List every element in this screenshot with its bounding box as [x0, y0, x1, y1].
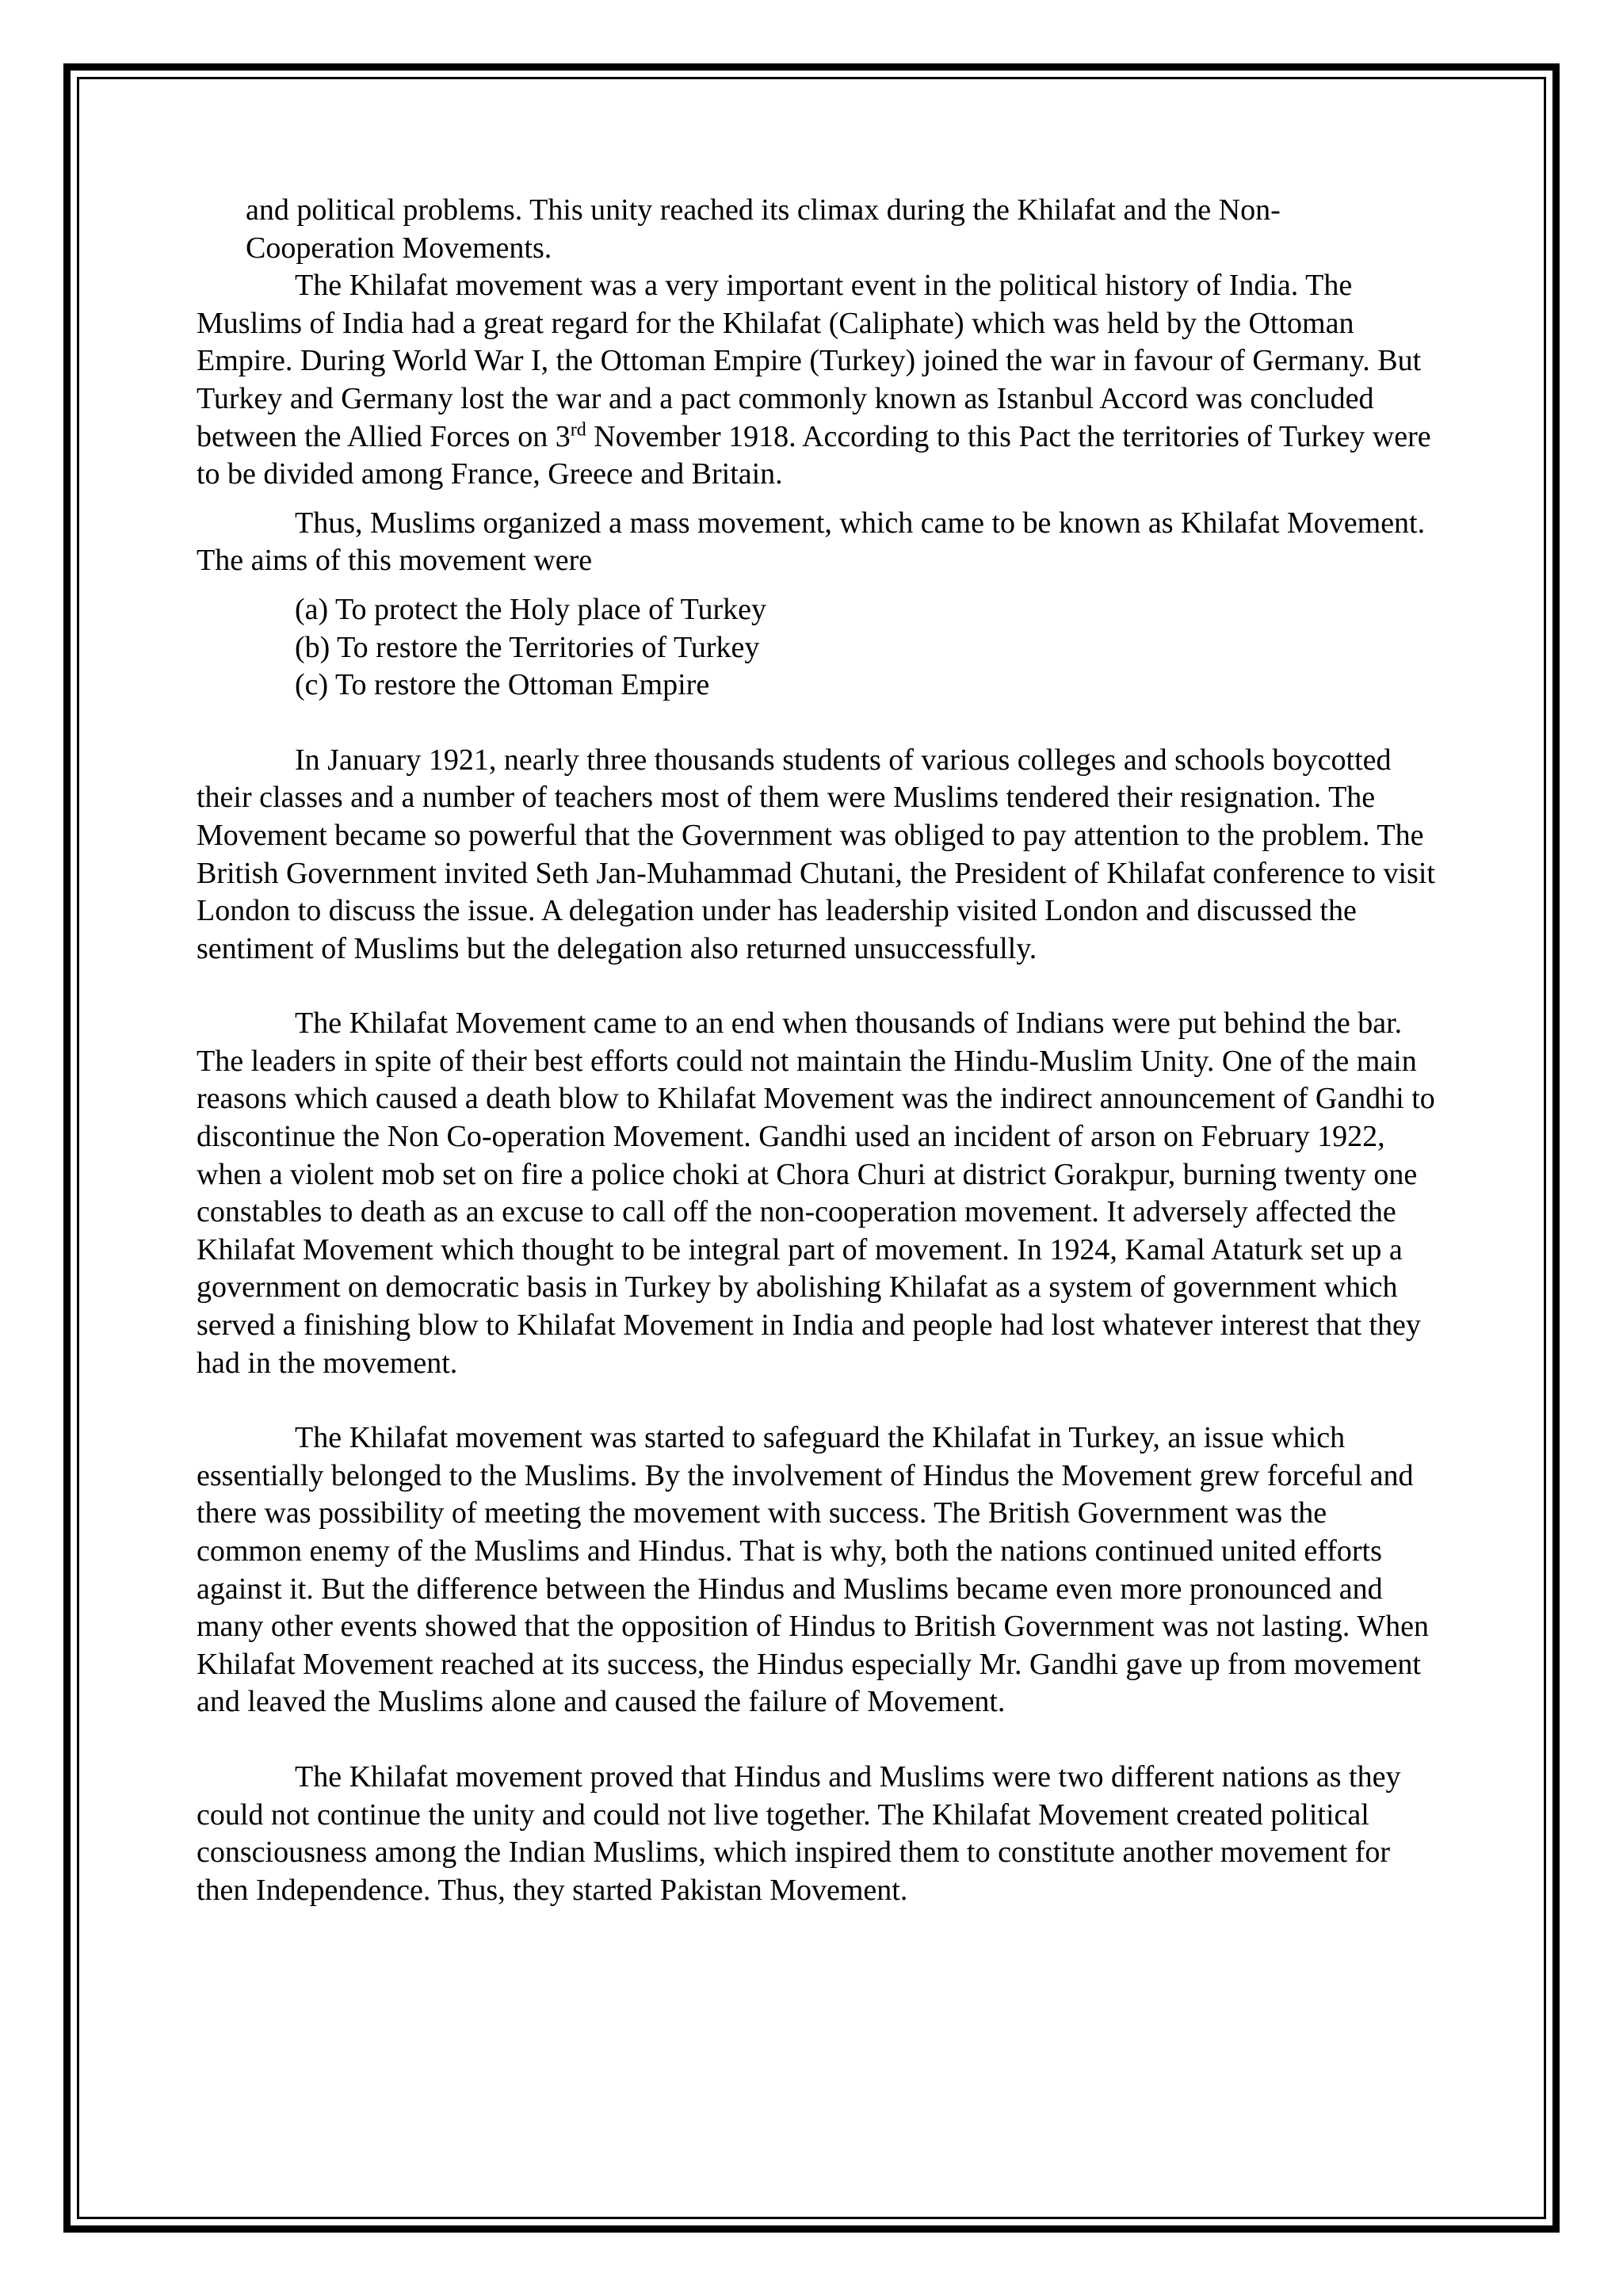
paragraph-3: In January 1921, nearly three thousands students of various colleges and schools boycotted their classes and a number of teachers most of them were Muslims tendered their resignation. The Movement became so powerful that the Government was obliged to pay attention to the problem. The British Government invited Seth Jan-Muhammad Chutani, the President of Khilafat conference to visit London to discuss the issue. A delegation under has leadership visited London and discussed the sentiment of Muslims but the delegation also returned unsuccessfully. — [197, 743, 1435, 965]
intro-line-1: and political problems. This unity reached its climax during the Khilafat and the Non- — [246, 193, 1281, 227]
paragraph-1-text-a: The Khilafat movement was a very important event in the political history of India. The Muslims of India had a great regard for the Khilafat (Caliphate) which was held by the Ottoman Empire. During World War I, the Ottoman Empire (Turkey) joined the war in favour of Germany. But Turkey and Germany lost the war and a pact commonly known as Istanbul Accord was concluded between the Allied Forces on 3 — [197, 269, 1422, 453]
intro-line-2: Cooperation Movements. — [246, 231, 552, 265]
aims-list-item: (a) To protect the Holy place of Turkey — [295, 592, 766, 626]
aims-list-item: (b) To restore the Territories of Turkey — [295, 630, 760, 664]
paragraph-4: The Khilafat Movement came to an end when thousands of Indians were put behind the bar. The leaders in spite of their best efforts could not maintain the Hindu-Muslim Unity. One of the main reasons which caused a death blow to Khilafat Movement was the indirect announcement of Gandhi to discontinue the Non Co-operation Movement. Gandhi used an incident of arson on February 1922, when a violent mob set on fire a police choki at Chora Churi at district Gorakpur, burning twenty one constables to death as an excuse to call off the non-cooperation movement. It adversely affected the Khilafat Movement which thought to be integral part of movement. In 1924, Kamal Ataturk set up a government on democratic basis in Turkey by abolishing Khilafat as a system of government which served a finishing blow to Khilafat Movement in India and people had lost whatever interest that they had in the movement. — [197, 1007, 1435, 1380]
aims-list-item: (c) To restore the Ottoman Empire — [295, 668, 710, 702]
paragraph-2: Thus, Muslims organized a mass movement, which came to be known as Khilafat Movement. The aims of this movement were — [197, 506, 1426, 578]
paragraph-1-text-b: November 1918. According to this Pact the territories of Turkey were to be divided among France, Greece and Britain. — [197, 419, 1431, 491]
ordinal-suffix: rd — [570, 418, 586, 440]
intro-continuation — [197, 192, 1438, 267]
paragraph-1 — [197, 267, 1438, 494]
document-body — [197, 192, 1438, 1909]
paragraph-6: The Khilafat movement proved that Hindus and Muslims were two different nations as they could not continue the unity and could not live together. The Khilafat Movement created political consciousness among the Indian Muslims, which inspired them to constitute another movement for then Independence. Thus, they started Pakistan Movement. — [197, 1759, 1401, 1907]
paragraph-5: The Khilafat movement was started to safeguard the Khilafat in Turkey, an issue which essentially belonged to the Muslims. By the involvement of Hindus the Movement grew forceful and there was possibility of meeting the movement with success. The British Government was the common enemy of the Muslims and Hindus. That is why, both the nations continued united efforts against it. But the difference between the Hindus and Muslims became even more pronounced and many other events showed that the opposition of Hindus to British Government was not lasting. When Khilafat Movement reached at its success, the Hindus especially Mr. Gandhi gave up from movement and leaved the Muslims alone and caused the failure of Movement. — [197, 1421, 1429, 1719]
aims-list — [197, 591, 1438, 705]
